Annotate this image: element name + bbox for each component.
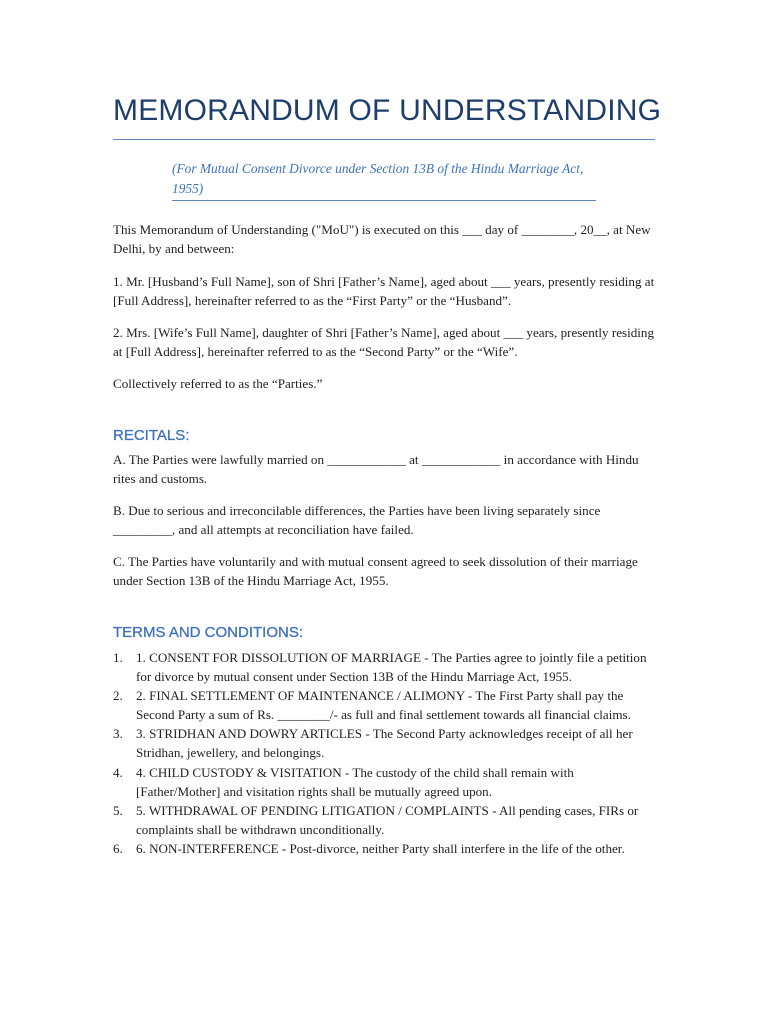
- term-text: 1. CONSENT FOR DISSOLUTION OF MARRIAGE - The Parties agree to jointly file a petition for divorce by mutual consent under Section 13B of the Hindu Marriage Act, 1955.: [136, 650, 647, 685]
- term-number: 4.: [113, 764, 123, 780]
- intro-paragraph: This Memorandum of Understanding ("MoU") is executed on this ___ day of ________, 20__, at New Delhi, by and between:: [113, 222, 651, 257]
- term-number: 3.: [113, 726, 123, 742]
- term-text: 3. STRIDHAN AND DOWRY ARTICLES - The Second Party acknowledges receipt of all her Stridhan, jewellery, and belongings.: [136, 726, 633, 761]
- recital-c: C. The Parties have voluntarily and with mutual consent agreed to seek dissolution of their marriage under Section 13B of the Hindu Marriage Act, 1955.: [113, 554, 638, 589]
- recital-a: A. The Parties were lawfully married on ____________ at ____________ in accordance with Hindu rites and customs.: [113, 452, 639, 487]
- term-text: 2. FINAL SETTLEMENT OF MAINTENANCE / ALIMONY - The First Party shall pay the Second Party a sum of Rs. ________/- as full and final settlement towards all financial claims.: [136, 688, 631, 723]
- second-party-paragraph: 2. Mrs. [Wife’s Full Name], daughter of Shri [Father’s Name], aged about ___ years, presently residing at [Full Address], hereinafter referred to as the “Second Party” or the “Wife”.: [113, 325, 655, 360]
- term-number: 1.: [113, 650, 123, 665]
- subtitle-divider: [172, 200, 596, 201]
- term-item: [113, 686, 658, 724]
- term-item: [113, 763, 658, 801]
- term-text: 5. WITHDRAWAL OF PENDING LITIGATION / COMPLAINTS - All pending cases, FIRs or complaints shall be withdrawn unconditionally.: [136, 802, 639, 837]
- recitals-heading: RECITALS:: [113, 427, 190, 444]
- term-item: [113, 724, 658, 762]
- term-text: 4. CHILD CUSTODY & VISITATION - The custody of the child shall remain with [Father/Mother] and visitation rights shall be mutually agreed upon.: [136, 764, 574, 799]
- first-party-paragraph: 1. Mr. [Husband’s Full Name], son of Shri [Father’s Name], aged about ___ years, presently residing at [Full Address], hereinafter referred to as the “First Party” or the “Husband”.: [113, 274, 655, 309]
- terms-list: [113, 648, 658, 858]
- term-item: [113, 648, 658, 686]
- title-divider: [113, 139, 655, 140]
- collectively-paragraph: Collectively referred to as the “Parties.”: [113, 376, 323, 391]
- document-title: MEMORANDUM OF UNDERSTANDING: [113, 94, 662, 127]
- term-item: [113, 801, 658, 839]
- term-number: 5.: [113, 802, 123, 818]
- term-text: 6. NON-INTERFERENCE - Post-divorce, neither Party shall interfere in the life of the other.: [136, 840, 625, 856]
- term-number: 6.: [113, 840, 123, 856]
- recital-b: B. Due to serious and irreconcilable differences, the Parties have been living separately since _________, and all attempts at reconciliation have failed.: [113, 503, 601, 538]
- document-subtitle: (For Mutual Consent Divorce under Section 13B of the Hindu Marriage Act, 1955): [172, 161, 584, 196]
- terms-heading: TERMS AND CONDITIONS:: [113, 624, 304, 641]
- term-number: 2.: [113, 688, 123, 704]
- term-item: [113, 839, 658, 858]
